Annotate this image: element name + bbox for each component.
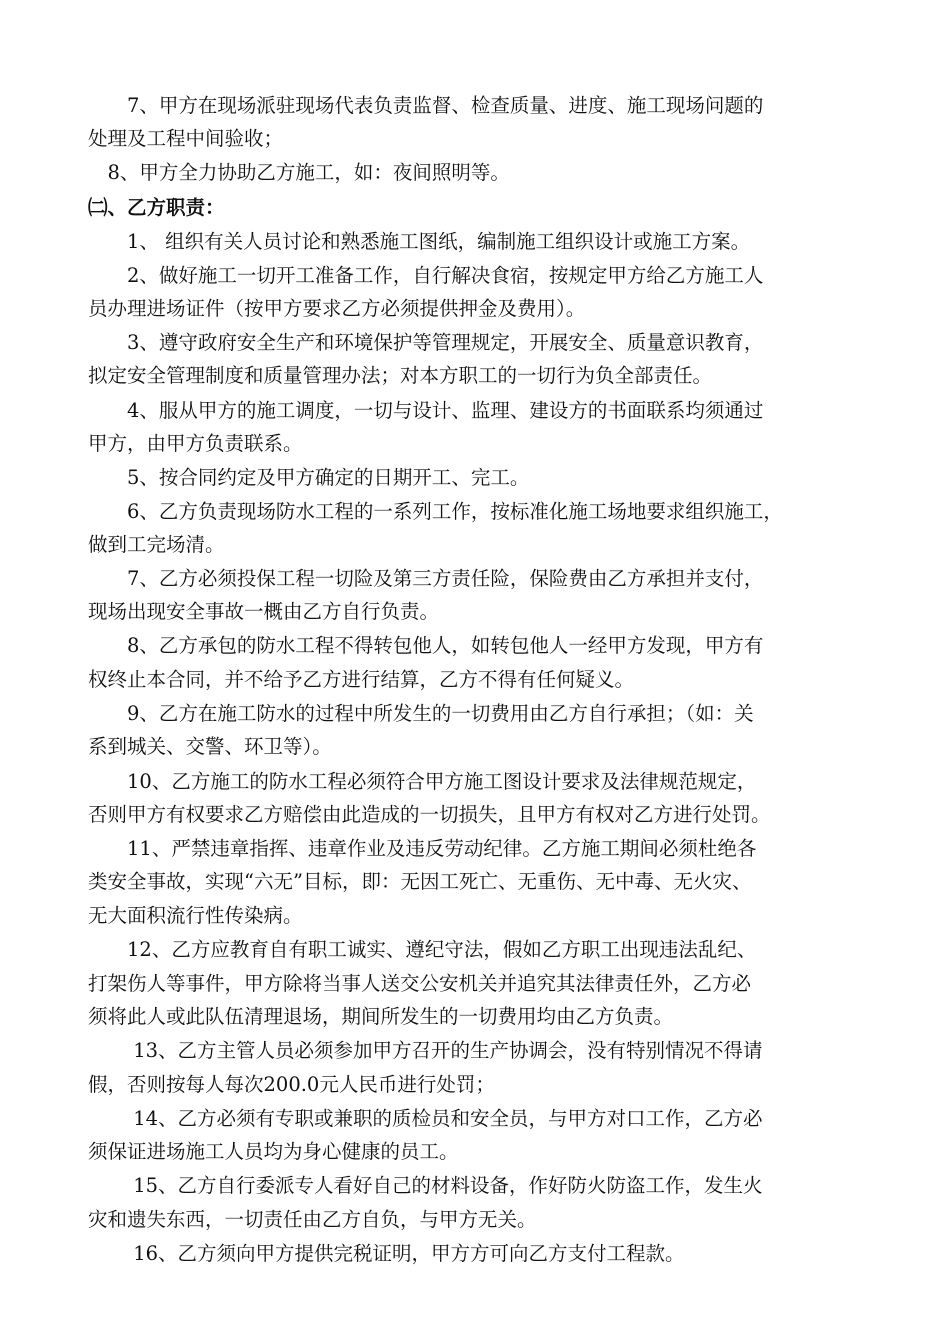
text-line: 16、乙方须向甲方提供完税证明，甲方方可向乙方支付工程款。	[88, 1242, 685, 1265]
text-line: 打架伤人等事件，甲方除将当事人送交公安机关并追究其法律责任外，乙方必	[88, 972, 752, 995]
text-line: 10、乙方施工的防水工程必须符合甲方施工图设计要求及法律规范规定，	[88, 770, 757, 793]
text-line: 8、甲方全力协助乙方施工，如：夜间照明等。	[88, 161, 510, 184]
section-heading: ㈡、乙方职责：	[88, 196, 225, 219]
text-line: 13、乙方主管人员必须参加甲方召开的生产协调会，没有特别情况不得请	[88, 1039, 763, 1062]
text-line: 4、服从甲方的施工调度，一切与设计、监理、建设方的书面联系均须通过	[88, 399, 764, 422]
text-line: 类安全事故，实现“六无”目标，即：无因工死亡、无重伤、无中毒、无火灾、	[88, 870, 752, 893]
text-line: 5、按合同约定及甲方确定的日期开工、完工。	[88, 466, 530, 489]
text-line: 9、乙方在施工防水的过程中所发生的一切费用由乙方自行承担；（如：关	[88, 702, 754, 725]
text-line: 做到工完场清。	[88, 533, 225, 556]
text-line: 15、乙方自行委派专人看好自己的材料设备，作好防火防盗工作，发生火	[88, 1174, 763, 1197]
text-line: 12、乙方应教育自有职工诚实、遵纪守法，假如乙方职工出现违法乱纪、	[88, 938, 757, 961]
text-line: 假，否则按每人每次200.0元人民币进行处罚；	[88, 1073, 495, 1096]
text-line: 甲方，由甲方负责联系。	[88, 432, 303, 455]
text-line: 灾和遗失东西，一切责任由乙方自负，与甲方无关。	[88, 1208, 537, 1231]
text-line: 3、遵守政府安全生产和环境保护等管理规定，开展安全、质量意识教育，	[88, 331, 764, 354]
text-line: 7、甲方在现场派驻现场代表负责监督、检查质量、进度、施工现场问题的	[88, 94, 764, 117]
text-line: 7、乙方必须投保工程一切险及第三方责任险，保险费由乙方承担并支付，	[88, 567, 764, 590]
text-line: 否则甲方有权要求乙方赔偿由此造成的一切损失，且甲方有权对乙方进行处罚。	[88, 803, 771, 826]
text-line: 14、乙方必须有专职或兼职的质检员和安全员，与甲方对口工作，乙方必	[88, 1107, 763, 1130]
text-line: 8、乙方承包的防水工程不得转包他人，如转包他人一经甲方发现，甲方有	[88, 634, 764, 657]
text-line: 现场出现安全事故一概由乙方自行负责。	[88, 600, 440, 623]
text-line: 2、做好施工一切开工准备工作，自行解决食宿，按规定甲方给乙方施工人	[88, 264, 764, 287]
text-line: 须将此人或此队伍清理退场，期间所发生的一切费用均由乙方负责。	[88, 1005, 674, 1028]
text-line: 1、 组织有关人员讨论和熟悉施工图纸，编制施工组织设计或施工方案。	[88, 230, 751, 253]
text-line: 权终止本合同，并不给予乙方进行结算，乙方不得有任何疑义。	[88, 668, 635, 691]
text-line: 无大面积流行性传染病。	[88, 904, 303, 927]
text-line: 11、严禁违章指挥、违章作业及违反劳动纪律。乙方施工期间必须杜绝各	[88, 837, 757, 860]
text-line: 处理及工程中间验收；	[88, 127, 284, 150]
text-line: 6、乙方负责现场防水工程的一系列工作，按标准化施工场地要求组织施工，	[88, 500, 783, 523]
text-line: 须保证进场施工人员均为身心健康的员工。	[88, 1140, 459, 1163]
text-line: 拟定安全管理制度和质量管理办法；对本方职工的一切行为负全部责任。	[88, 364, 713, 387]
text-line: 员办理进场证件（按甲方要求乙方必须提供押金及费用）。	[88, 297, 586, 320]
text-line: 系到城关、交警、环卫等）。	[88, 735, 332, 758]
